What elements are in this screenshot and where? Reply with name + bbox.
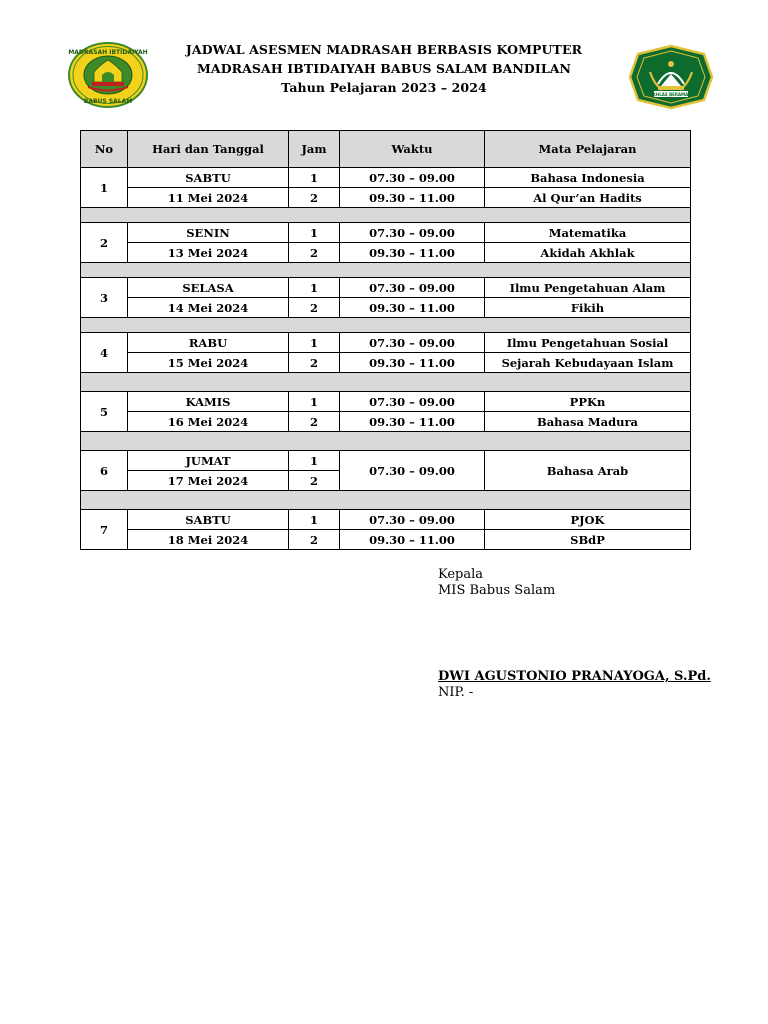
row-day: KAMIS	[128, 392, 289, 412]
table-row	[81, 168, 691, 188]
row-jam: 1	[289, 510, 340, 530]
row-waktu: 09.30 – 11.00	[340, 298, 485, 318]
row-mapel: Bahasa Arab	[485, 451, 691, 491]
row-jam: 1	[289, 451, 340, 471]
row-number: 3	[81, 278, 128, 318]
row-date: 17 Mei 2024	[128, 471, 289, 491]
row-jam: 2	[289, 471, 340, 491]
row-jam: 1	[289, 278, 340, 298]
table-row	[81, 353, 691, 373]
row-jam: 1	[289, 392, 340, 412]
row-waktu: 09.30 – 11.00	[340, 353, 485, 373]
document-header	[0, 40, 768, 97]
row-waktu: 07.30 – 09.00	[340, 223, 485, 243]
row-jam: 1	[289, 168, 340, 188]
table-row	[81, 243, 691, 263]
right-logo-text: IKHLAS BERAMAL	[651, 92, 691, 97]
table-row	[81, 412, 691, 432]
row-waktu: 07.30 – 09.00	[340, 510, 485, 530]
row-waktu: 07.30 – 09.00	[340, 333, 485, 353]
row-day: JUMAT	[128, 451, 289, 471]
separator-row	[81, 491, 691, 510]
row-jam: 1	[289, 333, 340, 353]
row-number: 7	[81, 510, 128, 550]
table-row	[81, 333, 691, 353]
left-logo-text-top: MADRASAH IBTIDAIYAH	[68, 49, 148, 56]
row-number: 6	[81, 451, 128, 491]
row-day: SABTU	[128, 168, 289, 188]
header-title-line3: Tahun Pelajaran 2023 – 2024	[281, 80, 487, 95]
row-number: 2	[81, 223, 128, 263]
table-row	[81, 392, 691, 412]
row-jam: 2	[289, 353, 340, 373]
row-waktu: 07.30 – 09.00	[340, 278, 485, 298]
row-day: SELASA	[128, 278, 289, 298]
row-mapel: Bahasa Indonesia	[485, 168, 691, 188]
row-jam: 2	[289, 243, 340, 263]
left-logo-text-bottom: BABUS SALAM	[83, 98, 133, 105]
signature-block	[438, 567, 711, 701]
row-mapel: Akidah Akhlak	[485, 243, 691, 263]
table-row	[81, 298, 691, 318]
signature-institution: MIS Babus Salam	[438, 583, 556, 598]
table-row	[81, 278, 691, 298]
separator-row	[81, 432, 691, 451]
row-date: 14 Mei 2024	[128, 298, 289, 318]
row-mapel: Al Qur’an Hadits	[485, 188, 691, 208]
row-waktu: 07.30 – 09.00	[340, 168, 485, 188]
row-waktu: 09.30 – 11.00	[340, 412, 485, 432]
separator-row	[81, 263, 691, 278]
schedule-table	[80, 130, 691, 550]
row-jam: 2	[289, 412, 340, 432]
row-number: 5	[81, 392, 128, 432]
col-header-waktu: Waktu	[340, 131, 485, 168]
signature-title: Kepala	[438, 567, 484, 582]
col-header-no: No	[81, 131, 128, 168]
signatory-name: DWI AGUSTONIO PRANAYOGA, S.Pd.	[438, 669, 711, 684]
table-row	[81, 223, 691, 243]
row-number: 4	[81, 333, 128, 373]
row-date: 15 Mei 2024	[128, 353, 289, 373]
row-mapel: Sejarah Kebudayaan Islam	[485, 353, 691, 373]
row-date: 18 Mei 2024	[128, 530, 289, 550]
row-mapel: Ilmu Pengetahuan Sosial	[485, 333, 691, 353]
row-mapel: SBdP	[485, 530, 691, 550]
row-waktu: 07.30 – 09.00	[340, 392, 485, 412]
col-header-jam: Jam	[289, 131, 340, 168]
table-row	[81, 451, 691, 471]
col-header-mapel: Mata Pelajaran	[485, 131, 691, 168]
row-jam: 2	[289, 530, 340, 550]
row-jam: 2	[289, 188, 340, 208]
row-date: 16 Mei 2024	[128, 412, 289, 432]
row-waktu: 07.30 – 09.00	[340, 451, 485, 491]
col-header-date: Hari dan Tanggal	[128, 131, 289, 168]
row-mapel: Fikih	[485, 298, 691, 318]
row-mapel: Bahasa Madura	[485, 412, 691, 432]
row-waktu: 09.30 – 11.00	[340, 530, 485, 550]
row-day: SABTU	[128, 510, 289, 530]
row-date: 11 Mei 2024	[128, 188, 289, 208]
row-date: 13 Mei 2024	[128, 243, 289, 263]
row-mapel: Matematika	[485, 223, 691, 243]
row-mapel: PJOK	[485, 510, 691, 530]
row-jam: 1	[289, 223, 340, 243]
row-waktu: 09.30 – 11.00	[340, 243, 485, 263]
row-waktu: 09.30 – 11.00	[340, 188, 485, 208]
header-title-line2: MADRASAH IBTIDAIYAH BABUS SALAM BANDILAN	[196, 61, 572, 76]
signatory-nip: NIP. -	[438, 685, 474, 700]
table-row	[81, 530, 691, 550]
separator-row	[81, 318, 691, 333]
table-row	[81, 188, 691, 208]
separator-row	[81, 208, 691, 223]
row-day: SENIN	[128, 223, 289, 243]
table-header-row	[81, 131, 691, 168]
table-row	[81, 510, 691, 530]
row-number: 1	[81, 168, 128, 208]
row-day: RABU	[128, 333, 289, 353]
row-jam: 2	[289, 298, 340, 318]
row-mapel: Ilmu Pengetahuan Alam	[485, 278, 691, 298]
header-title-line1: JADWAL ASESMEN MADRASAH BERBASIS KOMPUTER	[185, 42, 583, 57]
row-mapel: PPKn	[485, 392, 691, 412]
separator-row	[81, 373, 691, 392]
